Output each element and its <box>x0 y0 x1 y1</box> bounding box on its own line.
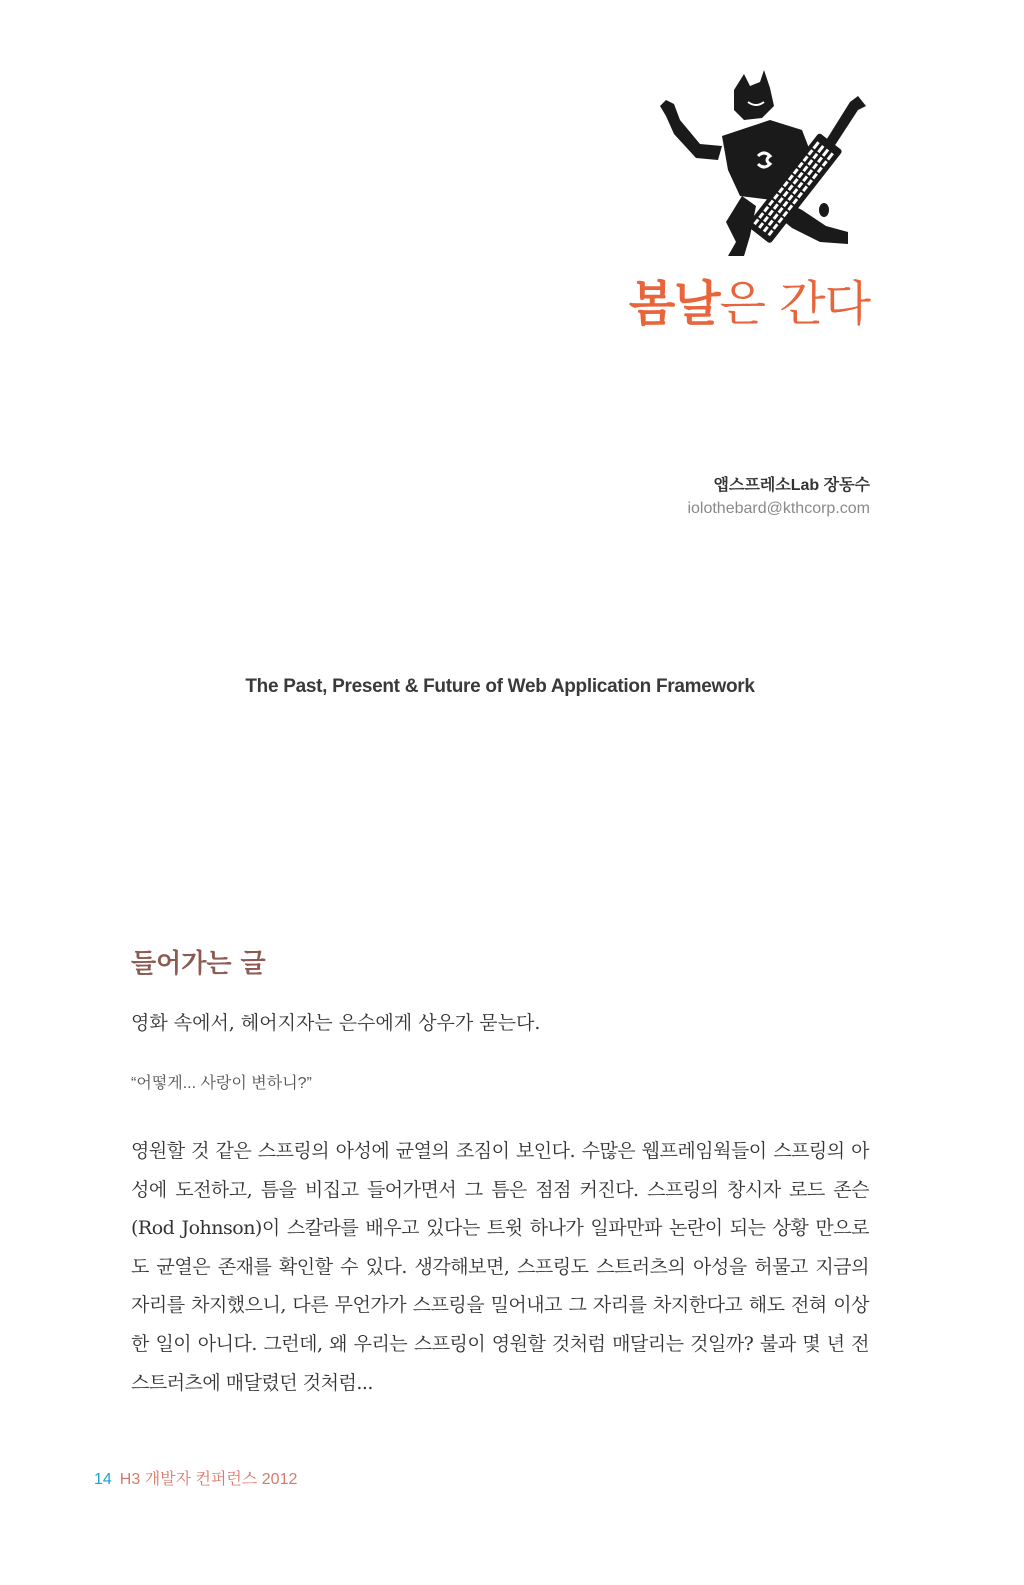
publication-title: H3 개발자 컨퍼런스 2012 <box>119 1471 298 1488</box>
article-subtitle: The Past, Present & Future of Web Application Framework <box>245 676 755 697</box>
article-title-rest: 은 간다 <box>719 276 870 332</box>
author-name: 앱스프레소Lab 장동수 <box>713 477 870 494</box>
body-paragraph: 영원할 것 같은 스프링의 아성에 균열의 조짐이 보인다. 수많은 웹프레임웍들이 스프링의 아성에 도전하고, 틈을 비집고 들어가면서 그 틈은 점점 커진다. 스프링의 창시자 로드 존슨(Rod Johnson)이 스칼라를 배우고 있다는 트윗 하나가 일파만파 논란이 되는 상황 만으로도 균열은 존재를 확인할 수 있다. 생각해보면, 스프링도 스트러츠의 아성을 허물고 지금의 자리를 차지했으니, 다른 무언가가 스프링을 밀어내고 그 자리를 차지한다고 해도 전혀 이상한 일이 아니다. 그런데, 왜 우리는 스프링이 영원할 것처럼 매달리는 것일까? 불과 몇 년 전 스트러츠에 매달렸던 것처럼... <box>131 1140 869 1394</box>
page-number: 14 <box>94 1471 112 1488</box>
keyboard-guitarist-illustration <box>652 60 870 260</box>
author-email: iolothebard@kthcorp.com <box>687 500 870 517</box>
author-block <box>687 476 870 520</box>
quote-line: “어떻게... 사랑이 변하니?” <box>131 1075 312 1092</box>
article-title-bold: 봄날 <box>628 276 720 332</box>
intro-line: 영화 속에서, 헤어지자는 은수에게 상우가 묻는다. <box>131 1012 541 1034</box>
article-title <box>629 274 870 334</box>
section-heading: 들어가는 글 <box>131 949 266 979</box>
page-footer <box>94 1468 297 1492</box>
